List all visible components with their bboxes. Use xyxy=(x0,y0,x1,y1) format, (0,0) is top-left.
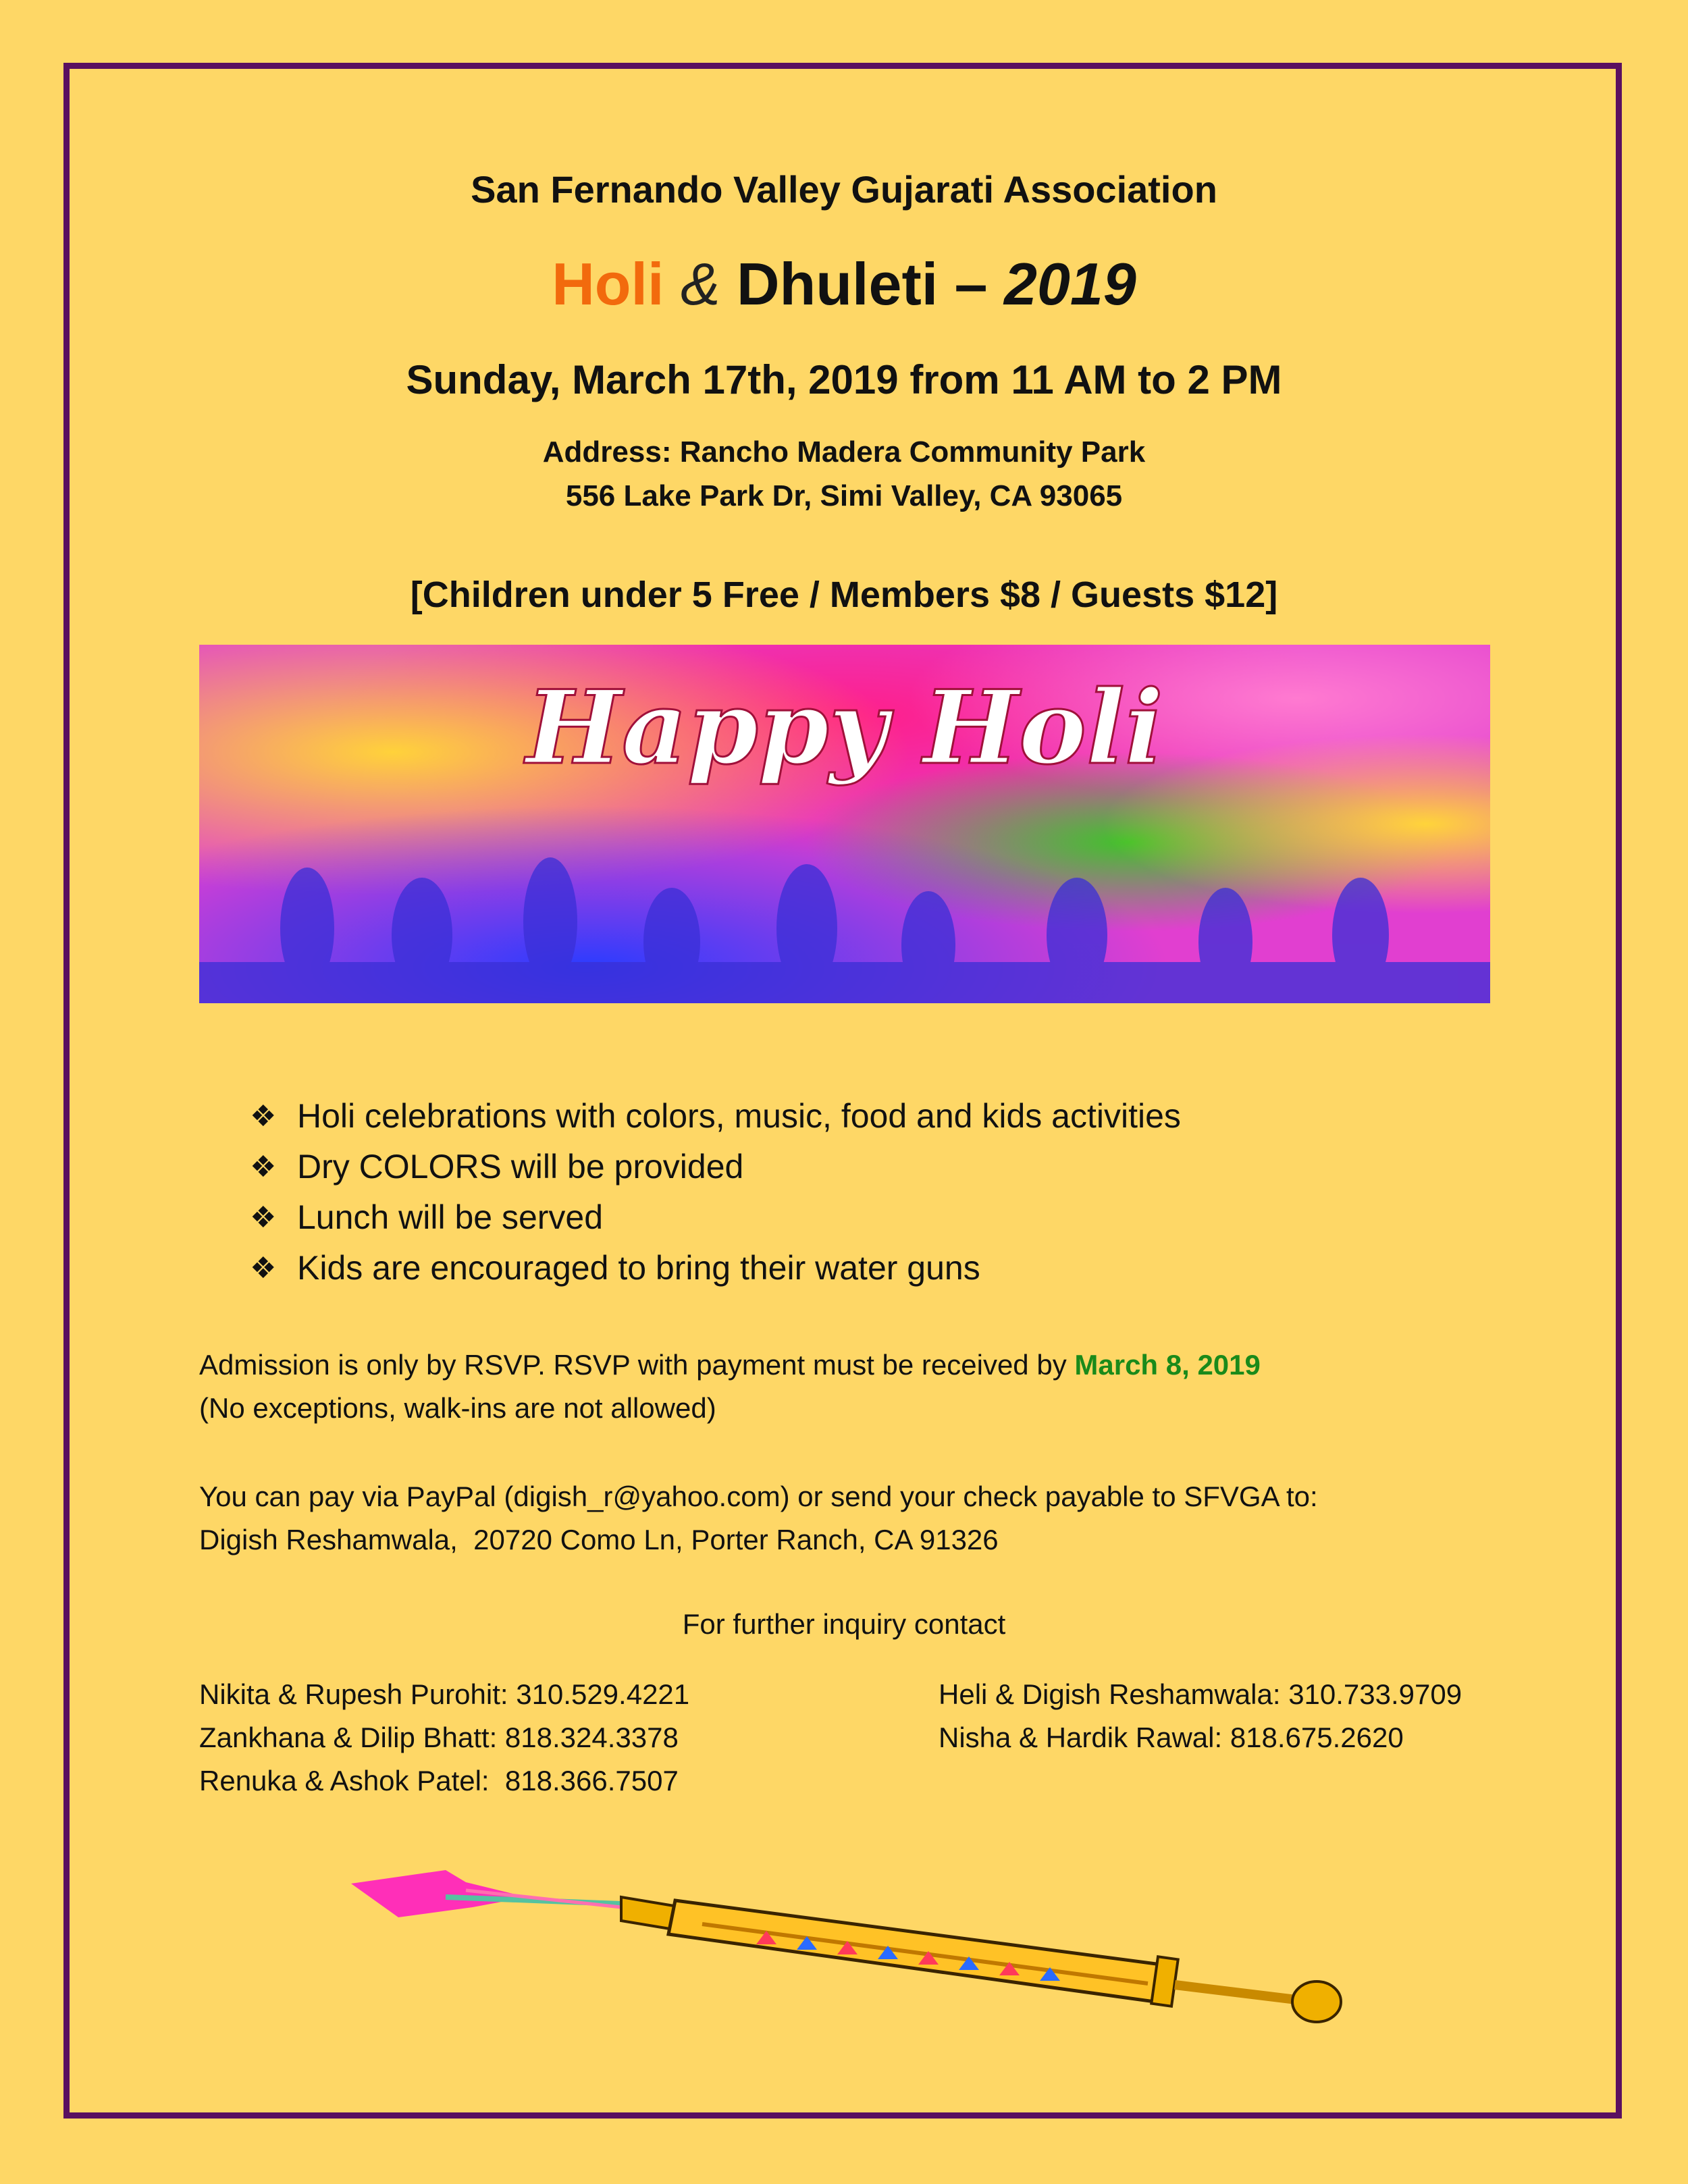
rsvp-text: Admission is only by RSVP. RSVP with payment must be received by xyxy=(199,1349,1075,1381)
contact-item: Heli & Digish Reshamwala: 310.733.9709 xyxy=(939,1678,1462,1710)
title-ampersand: & xyxy=(680,250,720,317)
event-date: Sunday, March 17th, 2019 from 11 AM to 2 PM xyxy=(406,357,1282,402)
contact-item: Nisha & Hardik Rawal: 818.675.2620 xyxy=(939,1722,1404,1753)
pricing: [Children under 5 Free / Members $8 / Guests $12] xyxy=(410,575,1278,615)
payment-line-1: You can pay via PayPal (digish_r@yahoo.com) or send your check payable to SFVGA to: xyxy=(199,1481,1318,1512)
rsvp-paragraph xyxy=(199,1343,1261,1430)
organization-name: San Fernando Valley Gujarati Association xyxy=(471,168,1217,211)
diamond-bullet-icon: ❖ xyxy=(250,1100,277,1133)
happy-holi-banner xyxy=(199,645,1490,1003)
title-year: 2019 xyxy=(1004,250,1136,317)
payment-paragraph xyxy=(199,1475,1318,1562)
address-line-1: Address: Rancho Madera Community Park xyxy=(542,435,1146,469)
list-item: ❖ Dry COLORS will be provided xyxy=(250,1142,1181,1192)
feature-list xyxy=(250,1091,1181,1294)
contact-item: Renuka & Ashok Patel: 818.366.7507 xyxy=(199,1765,679,1796)
address-line-2: 556 Lake Park Dr, Simi Valley, CA 93065 xyxy=(565,479,1123,512)
diamond-bullet-icon: ❖ xyxy=(250,1252,277,1285)
rsvp-deadline: March 8, 2019 xyxy=(1074,1349,1261,1381)
diamond-bullet-icon: ❖ xyxy=(250,1201,277,1234)
title-dhuleti: Dhuleti – xyxy=(737,250,988,317)
title-holi: Holi xyxy=(552,250,664,317)
event-title xyxy=(0,250,1688,319)
list-item: ❖ Kids are encouraged to bring their water guns xyxy=(250,1243,1181,1294)
rsvp-note: (No exceptions, walk-ins are not allowed) xyxy=(199,1392,716,1424)
list-item: ❖ Lunch will be served xyxy=(250,1192,1181,1243)
inquiry-heading: For further inquiry contact xyxy=(682,1608,1006,1640)
contact-item: Zankhana & Dilip Bhatt: 818.324.3378 xyxy=(199,1722,679,1753)
contacts-right xyxy=(939,1673,1462,1759)
banner-text: Happy Holi xyxy=(526,668,1163,787)
contacts-left xyxy=(199,1673,689,1803)
payment-line-2: Digish Reshamwala, 20720 Como Ln, Porter Ranch, CA 91326 xyxy=(199,1524,999,1555)
list-item: ❖ Holi celebrations with colors, music, food and kids activities xyxy=(250,1091,1181,1142)
diamond-bullet-icon: ❖ xyxy=(250,1150,277,1183)
water-gun-pichkari-illustration xyxy=(243,1843,1445,2025)
contact-item: Nikita & Rupesh Purohit: 310.529.4221 xyxy=(199,1678,690,1710)
